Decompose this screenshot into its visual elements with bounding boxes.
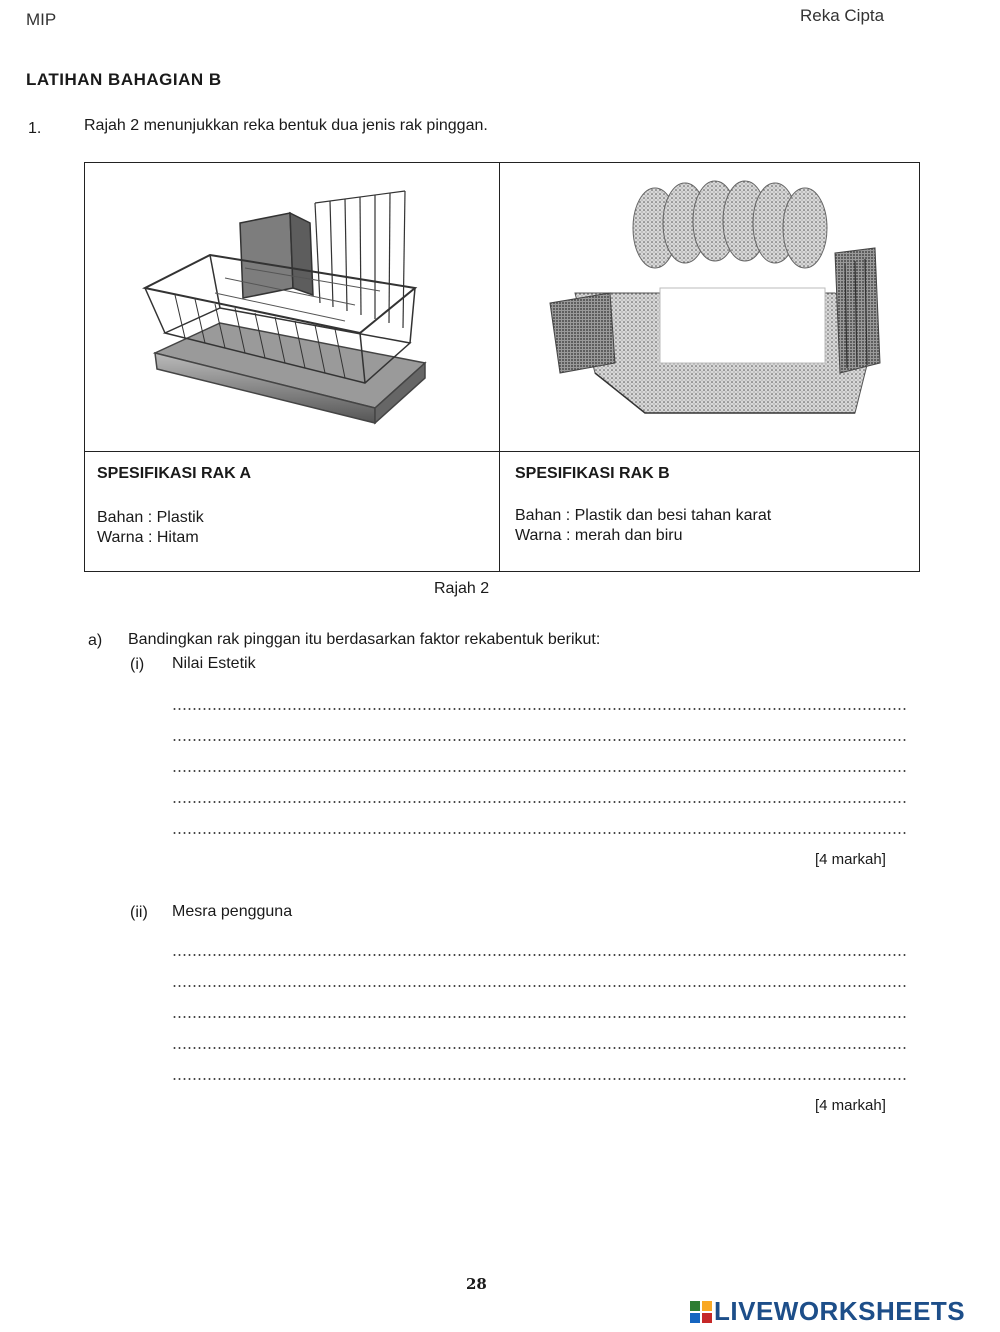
sub-ii-marks: [4 markah] xyxy=(815,1097,886,1114)
rack-b-material: Bahan : Plastik dan besi tahan karat xyxy=(515,507,772,524)
sub-i-text: Nilai Estetik xyxy=(172,655,256,672)
question-number: 1. xyxy=(28,120,42,137)
answer-line-ii-4[interactable] xyxy=(172,1046,908,1050)
answer-line-ii-3[interactable] xyxy=(172,1015,908,1019)
rack-a-material: Bahan : Plastik xyxy=(97,509,204,526)
liveworksheets-text: LIVEWORKSHEETS xyxy=(714,1296,966,1326)
rack-b-color: Warna : merah dan biru xyxy=(515,527,683,544)
figure-table xyxy=(84,162,920,572)
table-horizontal-divider xyxy=(85,451,919,452)
sub-ii-label: (ii) xyxy=(130,904,148,921)
question-text: Rajah 2 menunjukkan reka bentuk dua jenis rak pinggan. xyxy=(84,117,488,134)
rack-a-image xyxy=(125,183,465,433)
liveworksheets-watermark xyxy=(690,1296,965,1327)
answer-line-i-2[interactable] xyxy=(172,738,908,742)
rack-b-image xyxy=(535,173,895,433)
rack-a-spec-title: SPESIFIKASI RAK A xyxy=(97,465,252,482)
header-left: MIP xyxy=(26,10,57,29)
rack-a-color: Warna : Hitam xyxy=(97,529,199,546)
answer-line-i-5[interactable] xyxy=(172,831,908,835)
liveworksheets-logo-icon xyxy=(690,1301,712,1323)
sub-i-label: (i) xyxy=(130,656,145,673)
section-title: LATIHAN BAHAGIAN B xyxy=(26,70,222,89)
answer-line-i-3[interactable] xyxy=(172,769,908,773)
sub-ii-text: Mesra pengguna xyxy=(172,903,293,920)
part-a-text: Bandingkan rak pinggan itu berdasarkan faktor rekabentuk berikut: xyxy=(128,631,601,648)
table-vertical-divider xyxy=(499,163,500,571)
figure-caption: Rajah 2 xyxy=(434,580,490,597)
answer-line-ii-1[interactable] xyxy=(172,953,908,957)
answer-line-ii-2[interactable] xyxy=(172,984,908,988)
answer-line-ii-5[interactable] xyxy=(172,1077,908,1081)
part-a-label: a) xyxy=(88,632,103,649)
answer-line-i-1[interactable] xyxy=(172,707,908,711)
sub-i-marks: [4 markah] xyxy=(815,851,886,868)
header-right: Reka Cipta xyxy=(800,6,885,25)
answer-line-i-4[interactable] xyxy=(172,800,908,804)
page-number: 28 xyxy=(466,1275,487,1293)
rack-b-spec-title: SPESIFIKASI RAK B xyxy=(515,465,670,482)
